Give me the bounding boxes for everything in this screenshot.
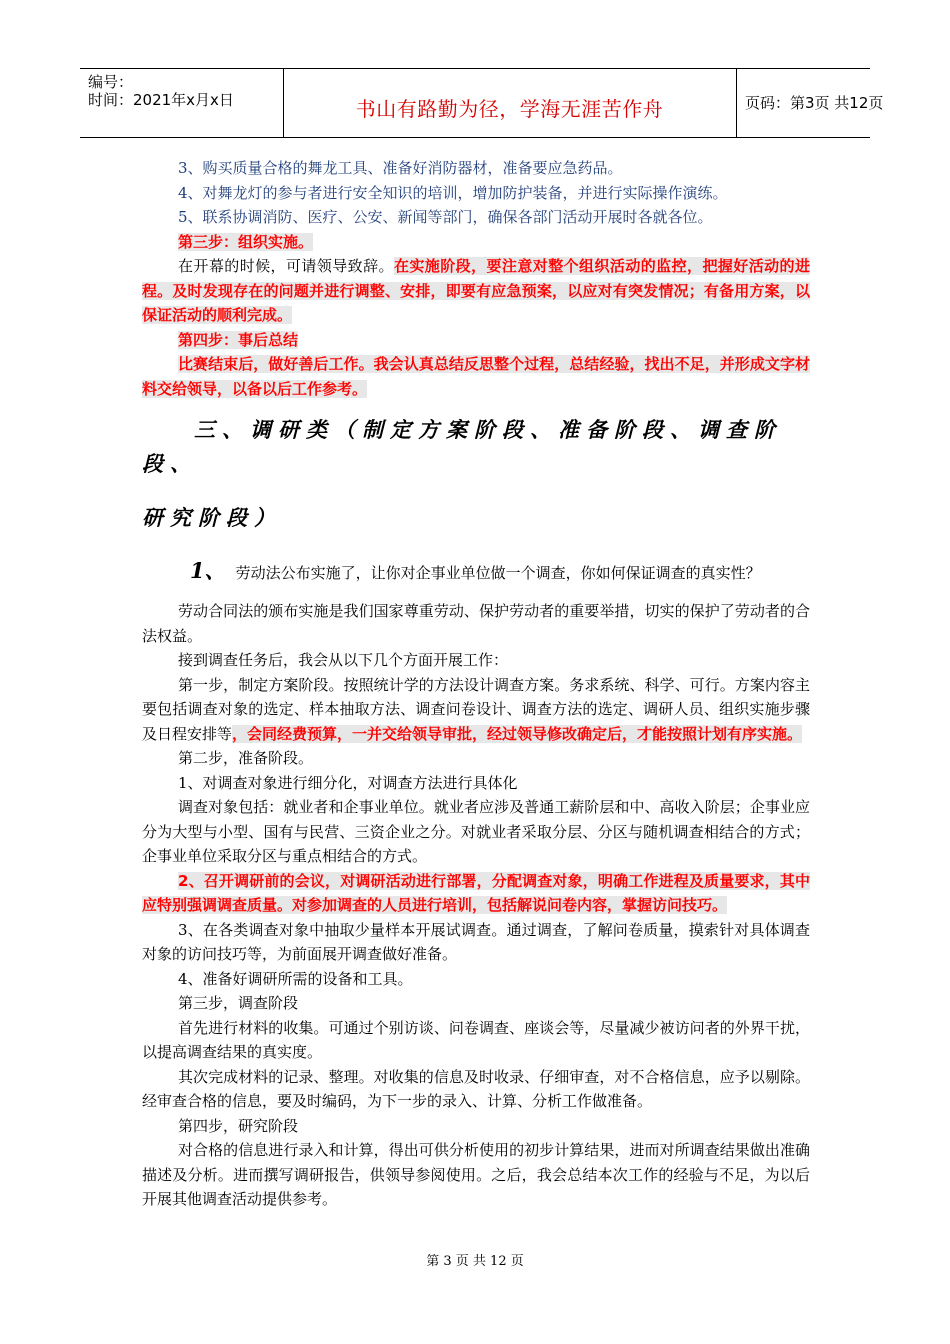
header-page-cell — [737, 69, 884, 137]
question-text: 劳动法公布实施了，让你对企事业单位做一个调查，你如何保证调查的真实性？ — [235, 564, 761, 582]
paragraph: 对合格的信息进行录入和计算，得出可供分析使用的初步计算结果，进而对所调查结果做出准确描述及分析。进而撰写调研报告，供领导参阅使用。之后，我会总结本次工作的经验与不足，为以后开展其他调查活动提供参考。 — [142, 1141, 810, 1208]
page-header — [80, 68, 884, 138]
header-meta-cell — [80, 69, 284, 137]
paragraph: 第三步，调查阶段 — [178, 994, 299, 1012]
paragraph-text: 第一步，制定方案阶段。按照统计学的方法设计调查方案。务求系统、科学、可行。方案内容主要包括调查对象的选定、样本抽取方法、调查问卷设计、调查方法的选定、调研人员、组织实施步骤及日程安排等 — [142, 675, 810, 743]
paragraph — [142, 254, 810, 328]
paragraph — [142, 352, 810, 401]
header-motto-cell — [283, 69, 737, 137]
code-label: 编号： — [88, 73, 134, 91]
paragraph: 其次完成材料的记录、整理。对收集的信息及时收录、仔细审查，对不合格信息，应予以剔除。经审查合格的信息，要及时编码，为下一步的录入、计算、分析工作做准备。 — [142, 1067, 810, 1110]
paragraph: 第四步，研究阶段 — [178, 1116, 299, 1135]
paragraph: 3、购买质量合格的舞龙工具、准备好消防器材，准备要应急药品。 — [178, 159, 623, 177]
step-heading — [142, 230, 810, 255]
paragraph: 5、联系协调消防、医疗、公安、新闻等部门，确保各部门活动开展时各就各位。 — [178, 208, 713, 226]
question — [142, 559, 810, 585]
highlighted-text: ，会同经费预算，一并交给领导审批，经过领导修改确定后，才能按照计划有序实施。 — [232, 724, 803, 743]
time-label: 时间：2021年x月x日 — [88, 91, 234, 109]
paragraph: 第二步，准备阶段。 — [178, 749, 314, 767]
paragraph: 接到调查任务后，我会从以下几个方面开展工作： — [178, 651, 509, 669]
question-number: 1、 — [190, 558, 226, 583]
paragraph — [142, 673, 810, 747]
highlighted-text: 2、召开调研前的会议，对调研活动进行部署，分配调查对象，明确工作进程及质量要求，其中应特别强调调查质量。对参加调查的人员进行培训，包括解说问卷内容，掌握访问技巧。 — [142, 871, 810, 914]
paragraph: 劳动合同法的颁布实施是我们国家尊重劳动、保护劳动者的重要举措，切实的保护了劳动者的合法权益。 — [142, 602, 810, 645]
step-heading-text: 第三步：组织实施。 — [178, 232, 314, 251]
paragraph: 1、对调查对象进行细分化，对调查方法进行具体化 — [178, 773, 518, 792]
paragraph-text: 在开幕的时候，可请领导致辞。 — [178, 257, 394, 275]
section-title — [142, 413, 810, 535]
page-footer: 第 3 页 共 12 页 — [426, 1254, 524, 1269]
paragraph: 3、在各类调查对象中抽取少量样本开展试调查。通过调查，了解问卷质量，摸索针对具体调查对象的访问技巧等，为前面展开调查做好准备。 — [142, 920, 810, 963]
section-title-line: 研究阶段） — [142, 506, 282, 530]
paragraph — [142, 869, 810, 918]
section-title-line: 三、调研类（制定方案阶段、准备阶段、调查阶段、 — [142, 418, 782, 476]
step-heading — [142, 328, 810, 353]
highlighted-text: 比赛结束后，做好善后工作。我会认真总结反思整个过程，总结经验，找出不足，并形成文字材料交给领导，以备以后工作参考。 — [142, 355, 810, 398]
motto: 书山有路勤为径，学海无涯苦作舟 — [355, 97, 664, 121]
document-body — [142, 156, 810, 1212]
paragraph: 调查对象包括：就业者和企事业单位。就业者应涉及普通工薪阶层和中、高收入阶层；企事业应分为大型与小型、国有与民营、三资企业之分。对就业者采取分层、分区与随机调查相结合的方式；企事业单位采取分区与重点相结合的方式。 — [142, 798, 810, 865]
paragraph: 4、准备好调研所需的设备和工具。 — [178, 969, 413, 988]
page-info: 页码：第3页 共12页 — [745, 94, 884, 112]
step-heading-text: 第四步：事后总结 — [178, 330, 299, 349]
paragraph: 4、对舞龙灯的参与者进行安全知识的培训，增加防护装备，并进行实际操作演练。 — [178, 183, 728, 202]
highlighted-text: 在实施阶段，要注意对整个组织活动的监控，把握好活动的进程。及时发现存在的问题并进行调整、安排，即要有应急预案，以应对有突发情况；有备用方案，以保证活动的顺利完成。 — [142, 257, 810, 324]
paragraph: 首先进行材料的收集。可通过个别访谈、问卷调查、座谈会等，尽量减少被访问者的外界干扰，以提高调查结果的真实度。 — [142, 1018, 810, 1061]
